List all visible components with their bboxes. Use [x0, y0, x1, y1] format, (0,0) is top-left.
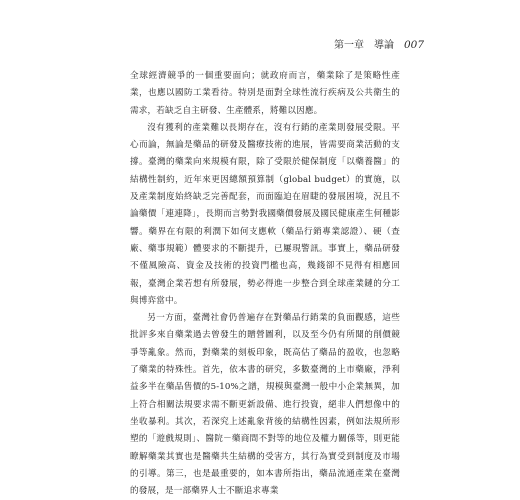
- page-number: 007: [403, 39, 424, 51]
- paragraph: 另一方面，臺灣社會仍普遍存在對藥品行銷業的負面觀感，這些批評多來自藥業過去曾發生的贈營圖利，以及至今仍有所聞的削價競爭等亂象。然而，對藥業的刻板印象，既高估了藥品的盈收，也忽略了藥業的特殊性。首先，依本書的研究，多數臺灣的上市藥廠，淨利益多半在藥品售價的5-10%之譜，規模與臺灣一般中小企業無異，加上符合相關法規要求需不斷更新設備、進行投資，絕非人們想像中的坐收暴利。其次，若深究上述亂象背後的結構性因素，例如法規所形塑的「遊戲規則」、醫院－藥商間不對等的地位及權力關係等，則更能瞭解藥業其實也是醫藥共生結構的受害方，其行為實受到制度及市場的引導。第三，也是最重要的，如本書所指出，藥品流通產業在臺灣的發展，是一部藥界人士不斷追求專業: [130, 313, 400, 497]
- chapter-label: 第一章: [333, 40, 364, 51]
- paragraph: 沒有獲利的產業難以長期存在，沒有行銷的產業則發展受限。平心而論，無論是藥品的研發及醫療技術的進展，皆需要商業活動的支撐。臺灣的藥業向來規模有限，除了受限於健保制度「以藥養醫」的結構性制約，近年來更因總額預算制（global budget）的實施，以及產業制度始終缺乏完善配套，而面臨迫在眉睫的發展困境，況且不論藥價「連連降」，長期而言勢對我國藥價發展及國民健康產生何種影響。藥界在有限的利潤下如何支應軟（藥品行銷專業認證）、硬（查廠、藥事規範）體要求的不斷提升，已屢現警訊。事實上，藥品研發不僅風險高、資金及技術的投資門檻也高，幾錢卻不見得有相應回報，臺灣企業若想有所發展，勢必得進一步整合到全球產業鏈的分工與博弈當中。: [130, 122, 400, 306]
- section-title: 導論: [373, 40, 394, 51]
- body-text: [130, 68, 400, 500]
- paragraph: 全球經濟競爭的一個重要面向；就政府而言，藥業除了是策略性產業，也應以國防工業看待。特別是面對全球性流行疾病及公共衛生的需求，若缺乏自主研發、生產體系，將難以因應。: [130, 71, 400, 116]
- running-header: [334, 36, 424, 51]
